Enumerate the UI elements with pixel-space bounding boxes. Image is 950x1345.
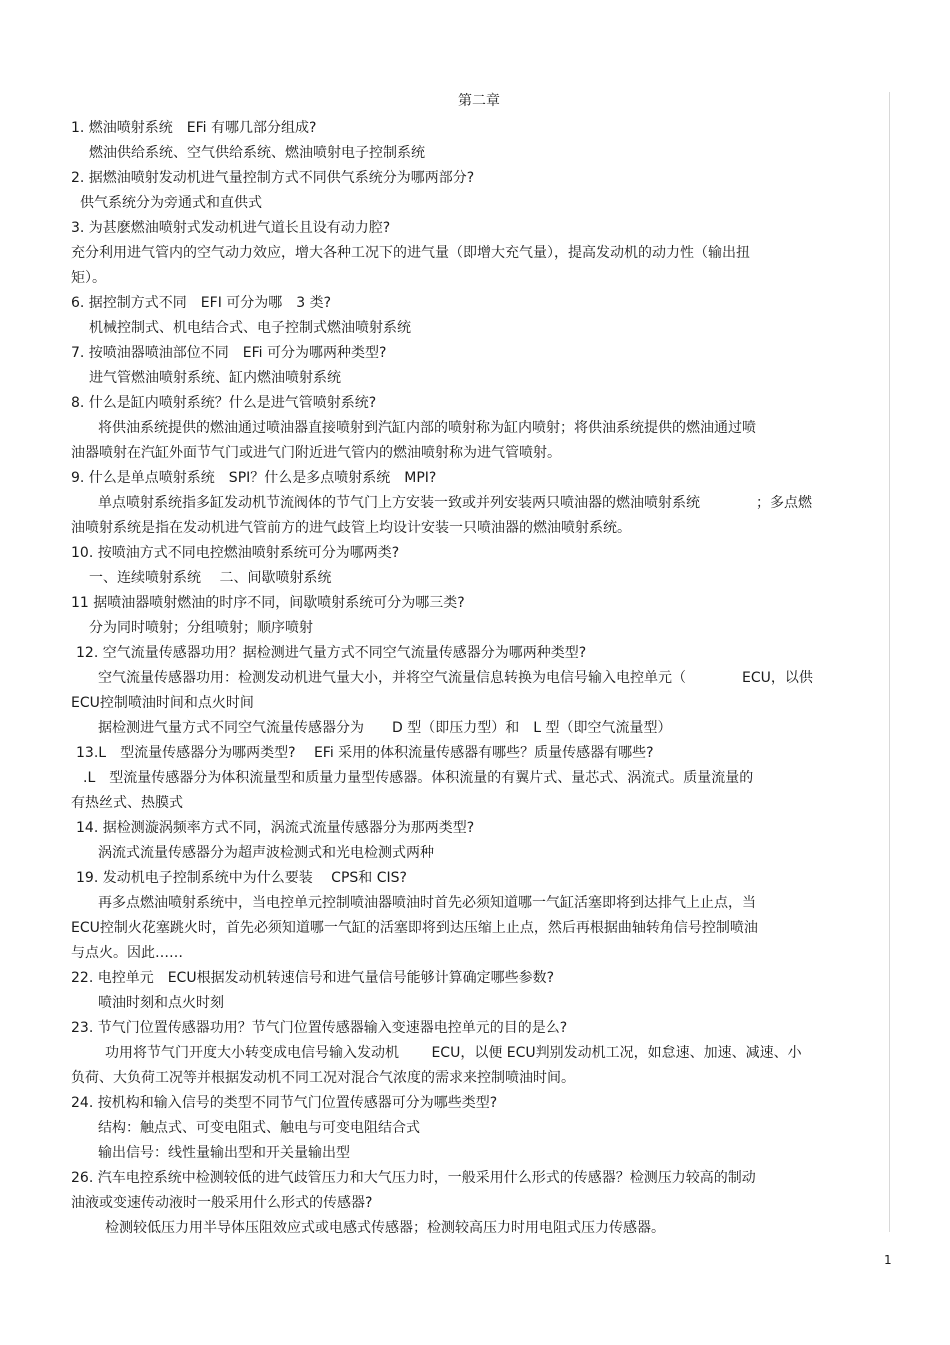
text-line: 14. 据检测漩涡频率方式不同，涡流式流量传感器分为那两类型? — [76, 820, 475, 836]
text-line: 有热丝式、热膜式 — [71, 795, 183, 811]
text-line: 7. 按喷油器喷油部位不同 EFi 可分为哪两种类型? — [71, 345, 387, 361]
text-line: 6. 据控制方式不同 EFI 可分为哪 3 类? — [71, 295, 332, 311]
text-line: 26. 汽车电控系统中检测较低的进气歧管压力和大气压力时，一般采用什么形式的传感器？检测压力较高的制动 — [71, 1170, 756, 1186]
text-line: 负荷、大负荷工况等并根据发动机不同工况对混合气浓度的需求来控制喷油时间。 — [71, 1070, 575, 1086]
text-line: 检测较低压力用半导体压阻效应式或电感式传感器；检测较高压力时用电阻式压力传感器。 — [105, 1220, 665, 1236]
text-line: 19. 发动机电子控制系统中为什么要装 CPS和 CIS? — [76, 870, 407, 886]
text-line: 功用将节气门开度大小转变成电信号输入发动机 ECU，以便 ECU判别发动机工况，如怠速、加速、减速、小 — [105, 1045, 802, 1061]
text-line: 充分利用进气管内的空气动力效应，增大各种工况下的进气量（即增大充气量），提高发动机的动力性（输出扭 — [71, 245, 750, 261]
page-number: 1 — [884, 1253, 892, 1267]
text-line: 将供油系统提供的燃油通过喷油器直接喷射到汽缸内部的喷射称为缸内喷射；将供油系统提供的燃油通过喷 — [98, 420, 756, 436]
text-line: 12. 空气流量传感器功用？据检测进气量方式不同空气流量传感器分为哪两种类型? — [76, 645, 587, 661]
text-line: ECU控制火花塞跳火时，首先必须知道哪一气缸的活塞即将到达压缩上止点，然后再根据曲轴转角信号控制喷油 — [71, 920, 758, 936]
text-line: 8. 什么是缸内喷射系统？什么是进气管喷射系统? — [71, 395, 377, 411]
text-line: 10. 按喷油方式不同电控燃油喷射系统可分为哪两类? — [71, 545, 400, 561]
text-line: 喷油时刻和点火时刻 — [98, 995, 224, 1011]
text-line: 23. 节气门位置传感器功用？节气门位置传感器输入变速器电控单元的目的是么? — [71, 1020, 568, 1036]
text-line: 油器喷射在汽缸外面节气门或进气门附近进气管内的燃油喷射称为进气管喷射。 — [71, 445, 561, 461]
text-line: 1. 燃油喷射系统 EFi 有哪几部分组成? — [71, 120, 317, 136]
text-line: 矩）。 — [71, 270, 106, 286]
text-line: 分为同时喷射；分组喷射；顺序喷射 — [89, 620, 313, 636]
text-line: 燃油供给系统、空气供给系统、燃油喷射电子控制系统 — [89, 145, 425, 161]
text-line: 9. 什么是单点喷射系统 SPI？什么是多点喷射系统 MPI? — [71, 470, 437, 486]
text-line: 与点火。因此…… — [71, 945, 183, 961]
text-line: 单点喷射系统指多缸发动机节流阀体的节气门上方安装一致或并列安装两只喷油器的燃油喷射系统 ；多点燃 — [98, 495, 812, 511]
text-line: 油喷射系统是指在发动机进气管前方的进气歧管上均设计安装一只喷油器的燃油喷射系统。 — [71, 520, 631, 536]
text-line: 空气流量传感器功用：检测发动机进气量大小，并将空气流量信息转换为电信号输入电控单元（ ECU，以供 — [98, 670, 813, 686]
text-line: 3. 为甚麽燃油喷射式发动机进气道长且设有动力腔? — [71, 220, 391, 236]
text-line: 输出信号：线性量输出型和开关量输出型 — [98, 1145, 350, 1161]
text-line: .L 型流量传感器分为体积流量型和质量力量型传感器。体积流量的有翼片式、量芯式、涡流式。质量流量的 — [83, 770, 754, 786]
text-line: 涡流式流量传感器分为超声波检测式和光电检测式两种 — [98, 845, 434, 861]
text-line: 24. 按机构和输入信号的类型不同节气门位置传感器可分为哪些类型? — [71, 1095, 498, 1111]
text-line: 进气管燃油喷射系统、缸内燃油喷射系统 — [89, 370, 341, 386]
text-line: 一、连续喷射系统 二、间歇喷射系统 — [89, 570, 332, 586]
text-line: 据检测进气量方式不同空气流量传感器分为 D 型（即压力型）和 L 型（即空气流量型） — [98, 720, 672, 736]
text-line: 机械控制式、机电结合式、电子控制式燃油喷射系统 — [89, 320, 411, 336]
text-line: 13.L 型流量传感器分为哪两类型? EFi 采用的体积流量传感器有哪些？质量传感器有哪些? — [76, 745, 654, 761]
page-margin-line — [889, 92, 890, 1232]
text-line: 2. 据燃油喷射发动机进气量控制方式不同供气系统分为哪两部分? — [71, 170, 475, 186]
text-line: 油液或变速传动液时一般采用什么形式的传感器? — [71, 1195, 373, 1211]
chapter-title: 第二章 — [458, 93, 500, 109]
text-line: 供气系统分为旁通式和直供式 — [80, 195, 262, 211]
document-body — [71, 116, 889, 1241]
text-line: ECU控制喷油时间和点火时间 — [71, 695, 254, 711]
text-line: 结构：触点式、可变电阻式、触电与可变电阻结合式 — [98, 1120, 420, 1136]
text-line: 再多点燃油喷射系统中，当电控单元控制喷油器喷油时首先必须知道哪一气缸活塞即将到达排气上止点，当 — [98, 895, 756, 911]
text-line: 11 据喷油器喷射燃油的时序不同，间歇喷射系统可分为哪三类? — [71, 595, 465, 611]
text-line: 22. 电控单元 ECU根据发动机转速信号和进气量信号能够计算确定哪些参数? — [71, 970, 555, 986]
